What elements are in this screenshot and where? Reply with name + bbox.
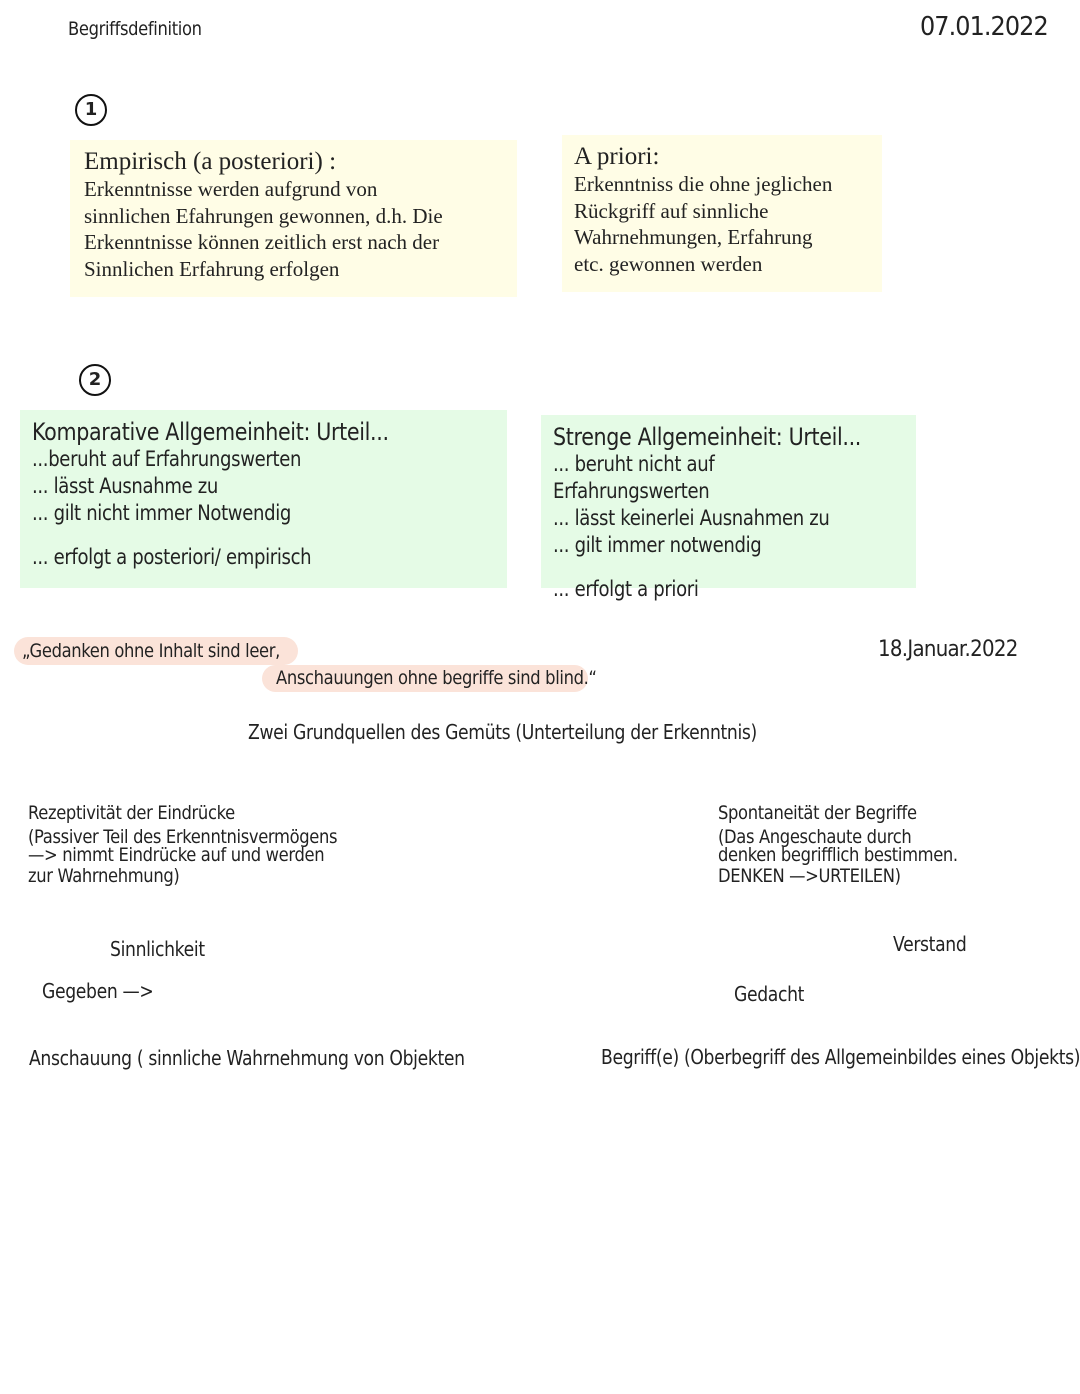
verstand-label: Verstand — [893, 932, 967, 956]
streng-line: ... lässt keinerlei Ausnahmen zu — [553, 506, 830, 530]
streng-line: ... beruht nicht auf Erfahrungswerten — [553, 452, 715, 503]
empirisch-line: Erkenntnisse werden aufgrund von — [84, 177, 378, 201]
komparativ-last-line: ... erfolgt a posteriori/ empirisch — [32, 545, 312, 569]
empirisch-heading: Empirisch (a posteriori) : — [84, 148, 337, 175]
empirisch-box — [70, 140, 517, 297]
streng-heading: Strenge Allgemeinheit: Urteil... — [553, 423, 862, 451]
streng-last-line: ... erfolgt a priori — [553, 577, 699, 601]
page-date: 07.01.2022 — [920, 12, 1048, 42]
rezeptivitaet-line: (Passiver Teil des Erkenntnisvermögens — [28, 826, 338, 848]
apriori-heading: A priori: — [574, 143, 660, 170]
section-number-2: 2 — [79, 364, 111, 396]
komparativ-heading: Komparative Allgemeinheit: Urteil... — [32, 418, 389, 446]
begriff-definition: Begriff(e) (Oberbegriff des Allgemeinbildes eines Objekts) — [601, 1045, 1080, 1069]
grundquellen-heading: Zwei Grundquellen des Gemüts (Unterteilung der Erkenntnis) — [248, 720, 757, 744]
rezeptivitaet-block — [28, 803, 337, 888]
spontaneitaet-block — [718, 803, 958, 888]
quote-line: „Gedanken ohne Inhalt sind leer, — [22, 640, 280, 662]
rezeptivitaet-line: —> nimmt Eindrücke auf und werden — [28, 844, 325, 866]
apriori-line: etc. gewonnen werden — [574, 251, 763, 276]
streng-line: ... gilt immer notwendig — [553, 533, 762, 557]
anschauung-definition: Anschauung ( sinnliche Wahrnehmung von Objekten — [29, 1046, 465, 1070]
apriori-line: Erkenntniss die ohne jeglichen — [574, 172, 833, 196]
komparativ-line: ... lässt Ausnahme zu — [32, 474, 219, 498]
komparativ-line: ...beruht auf Erfahrungswerten — [32, 447, 302, 471]
komparativ-box — [20, 410, 507, 588]
spontaneitaet-line: (Das Angeschaute durch — [718, 826, 912, 848]
empirisch-line: Sinnlichen Erfahrung erfolgen — [84, 256, 340, 281]
section-number-1: 1 — [75, 94, 107, 126]
spontaneitaet-title: Spontaneität der Begriffe — [718, 802, 917, 824]
gedacht-label: Gedacht — [734, 982, 805, 1006]
gegeben-label: Gegeben —> — [42, 979, 154, 1003]
spontaneitaet-line: DENKEN —>URTEILEN) — [718, 865, 901, 887]
second-date: 18.Januar.2022 — [878, 637, 1018, 662]
spontaneitaet-line: denken begrifflich bestimmen. — [718, 844, 958, 866]
sinnlichkeit-label: Sinnlichkeit — [110, 937, 205, 961]
komparativ-line: ... gilt nicht immer Notwendig — [32, 501, 292, 525]
rezeptivitaet-line: zur Wahrnehmung) — [28, 865, 180, 887]
apriori-box — [562, 135, 882, 292]
quote-line: Anschauungen ohne begriffe sind blind.“ — [276, 667, 597, 689]
rezeptivitaet-title: Rezeptivität der Eindrücke — [28, 802, 235, 824]
empirisch-line: sinnlichen Efahrungen gewonnen, d.h. Die — [84, 203, 443, 228]
apriori-line: Wahrnehmungen, Erfahrung — [574, 225, 813, 249]
empirisch-line: Erkenntnisse können zeitlich erst nach der — [84, 230, 440, 254]
page-title: Begriffsdefinition — [68, 18, 202, 40]
streng-box — [541, 415, 916, 601]
apriori-line: Rückgriff auf sinnliche — [574, 198, 769, 223]
